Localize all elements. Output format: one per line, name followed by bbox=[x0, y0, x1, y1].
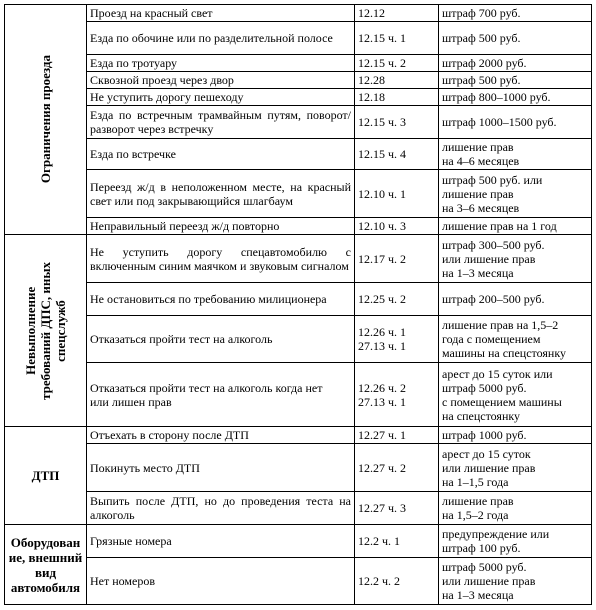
penalty-cell: штраф 1000 руб. bbox=[439, 427, 592, 444]
category-cell bbox=[5, 5, 87, 235]
table-row bbox=[5, 316, 592, 363]
article-cell: 12.10 ч. 3 bbox=[355, 218, 439, 235]
violation-cell: Отказаться пройти тест на алкоголь когда нет или лишен прав bbox=[87, 363, 355, 427]
category-label: Невыполнение требований ДПС, иных спецслужб bbox=[23, 261, 68, 400]
article-cell: 12.27 ч. 3 bbox=[355, 492, 439, 525]
table-row bbox=[5, 139, 592, 170]
penalty-cell: штраф 800–1000 руб. bbox=[439, 89, 592, 106]
table-row bbox=[5, 22, 592, 55]
article-cell: 12.28 bbox=[355, 72, 439, 89]
penalty-cell: лишение прав на 1 год bbox=[439, 218, 592, 235]
penalty-cell: арест до 15 суток или лишение прав на 1–1,5 года bbox=[439, 444, 592, 492]
violation-cell: Сквозной проезд через двор bbox=[87, 72, 355, 89]
table-row bbox=[5, 235, 592, 283]
violation-cell: Неправильный переезд ж/д повторно bbox=[87, 218, 355, 235]
table-row bbox=[5, 218, 592, 235]
document-page bbox=[4, 4, 591, 605]
table-row bbox=[5, 170, 592, 218]
fines-table bbox=[4, 4, 592, 605]
category-cell bbox=[5, 235, 87, 427]
article-cell: 12.15 ч. 1 bbox=[355, 22, 439, 55]
article-cell: 12.2 ч. 2 bbox=[355, 558, 439, 605]
article-cell: 12.18 bbox=[355, 89, 439, 106]
table-row bbox=[5, 363, 592, 427]
violation-cell: Отказаться пройти тест на алкоголь bbox=[87, 316, 355, 363]
table-row bbox=[5, 427, 592, 444]
table-row bbox=[5, 5, 592, 22]
category-label: Ограничения проезда bbox=[38, 55, 53, 184]
penalty-cell: предупреждение или штраф 100 руб. bbox=[439, 525, 592, 558]
violation-cell: Грязные номера bbox=[87, 525, 355, 558]
violation-cell: Не уступить дорогу пешеходу bbox=[87, 89, 355, 106]
violation-cell: Нет номеров bbox=[87, 558, 355, 605]
article-cell: 12.27 ч. 1 bbox=[355, 427, 439, 444]
table-row bbox=[5, 55, 592, 72]
violation-cell: Проезд на красный свет bbox=[87, 5, 355, 22]
article-cell: 12.15 ч. 3 bbox=[355, 106, 439, 139]
table-row bbox=[5, 525, 592, 558]
article-cell: 12.15 ч. 2 bbox=[355, 55, 439, 72]
table-row bbox=[5, 492, 592, 525]
violation-cell: Отъехать в сторону после ДТП bbox=[87, 427, 355, 444]
article-cell: 12.27 ч. 2 bbox=[355, 444, 439, 492]
penalty-cell: штраф 1000–1500 руб. bbox=[439, 106, 592, 139]
penalty-cell: штраф 5000 руб. или лишение прав на 1–3 месяца bbox=[439, 558, 592, 605]
penalty-cell: арест до 15 суток или штраф 5000 руб. с помещением машины на спецстоянку bbox=[439, 363, 592, 427]
violation-cell: Езда по обочине или по разделительной полосе bbox=[87, 22, 355, 55]
category-label: ДТП bbox=[31, 468, 60, 483]
penalty-cell: лишение прав на 1,5–2 года с помещением машины на спецстоянку bbox=[439, 316, 592, 363]
category-cell bbox=[5, 525, 87, 605]
violation-cell: Езда по встречным трамвайным путям, поворот/разворот через встречку bbox=[87, 106, 355, 139]
article-cell: 12.26 ч. 1 27.13 ч. 1 bbox=[355, 316, 439, 363]
violation-cell: Не уступить дорогу спецавтомобилю с включенным синим маячком и звуковым сигналом bbox=[87, 235, 355, 283]
table-row bbox=[5, 283, 592, 316]
violation-cell: Покинуть место ДТП bbox=[87, 444, 355, 492]
article-cell: 12.15 ч. 4 bbox=[355, 139, 439, 170]
violation-cell: Не остановиться по требованию милиционера bbox=[87, 283, 355, 316]
penalty-cell: штраф 300–500 руб. или лишение прав на 1–3 месяца bbox=[439, 235, 592, 283]
penalty-cell: штраф 700 руб. bbox=[439, 5, 592, 22]
article-cell: 12.25 ч. 2 bbox=[355, 283, 439, 316]
article-cell: 12.17 ч. 2 bbox=[355, 235, 439, 283]
article-cell: 12.2 ч. 1 bbox=[355, 525, 439, 558]
violation-cell: Езда по встречке bbox=[87, 139, 355, 170]
penalty-cell: лишение прав на 1,5–2 года bbox=[439, 492, 592, 525]
article-cell: 12.12 bbox=[355, 5, 439, 22]
penalty-cell: штраф 2000 руб. bbox=[439, 55, 592, 72]
violation-cell: Переезд ж/д в неположенном месте, на красный свет или под закрывающийся шлагбаум bbox=[87, 170, 355, 218]
penalty-cell: штраф 200–500 руб. bbox=[439, 283, 592, 316]
article-cell: 12.26 ч. 2 27.13 ч. 1 bbox=[355, 363, 439, 427]
penalty-cell: штраф 500 руб. или лишение прав на 3–6 месяцев bbox=[439, 170, 592, 218]
table-row bbox=[5, 558, 592, 605]
table-row bbox=[5, 72, 592, 89]
table-row bbox=[5, 89, 592, 106]
fines-table-body bbox=[5, 5, 592, 605]
penalty-cell: штраф 500 руб. bbox=[439, 72, 592, 89]
violation-cell: Выпить после ДТП, но до проведения теста на алкоголь bbox=[87, 492, 355, 525]
article-cell: 12.10 ч. 1 bbox=[355, 170, 439, 218]
table-row bbox=[5, 106, 592, 139]
penalty-cell: штраф 500 руб. bbox=[439, 22, 592, 55]
violation-cell: Езда по тротуару bbox=[87, 55, 355, 72]
penalty-cell: лишение прав на 4–6 месяцев bbox=[439, 139, 592, 170]
table-row bbox=[5, 444, 592, 492]
category-cell bbox=[5, 427, 87, 525]
category-label: Оборудован ие, внешний вид автомобиля bbox=[8, 534, 83, 595]
